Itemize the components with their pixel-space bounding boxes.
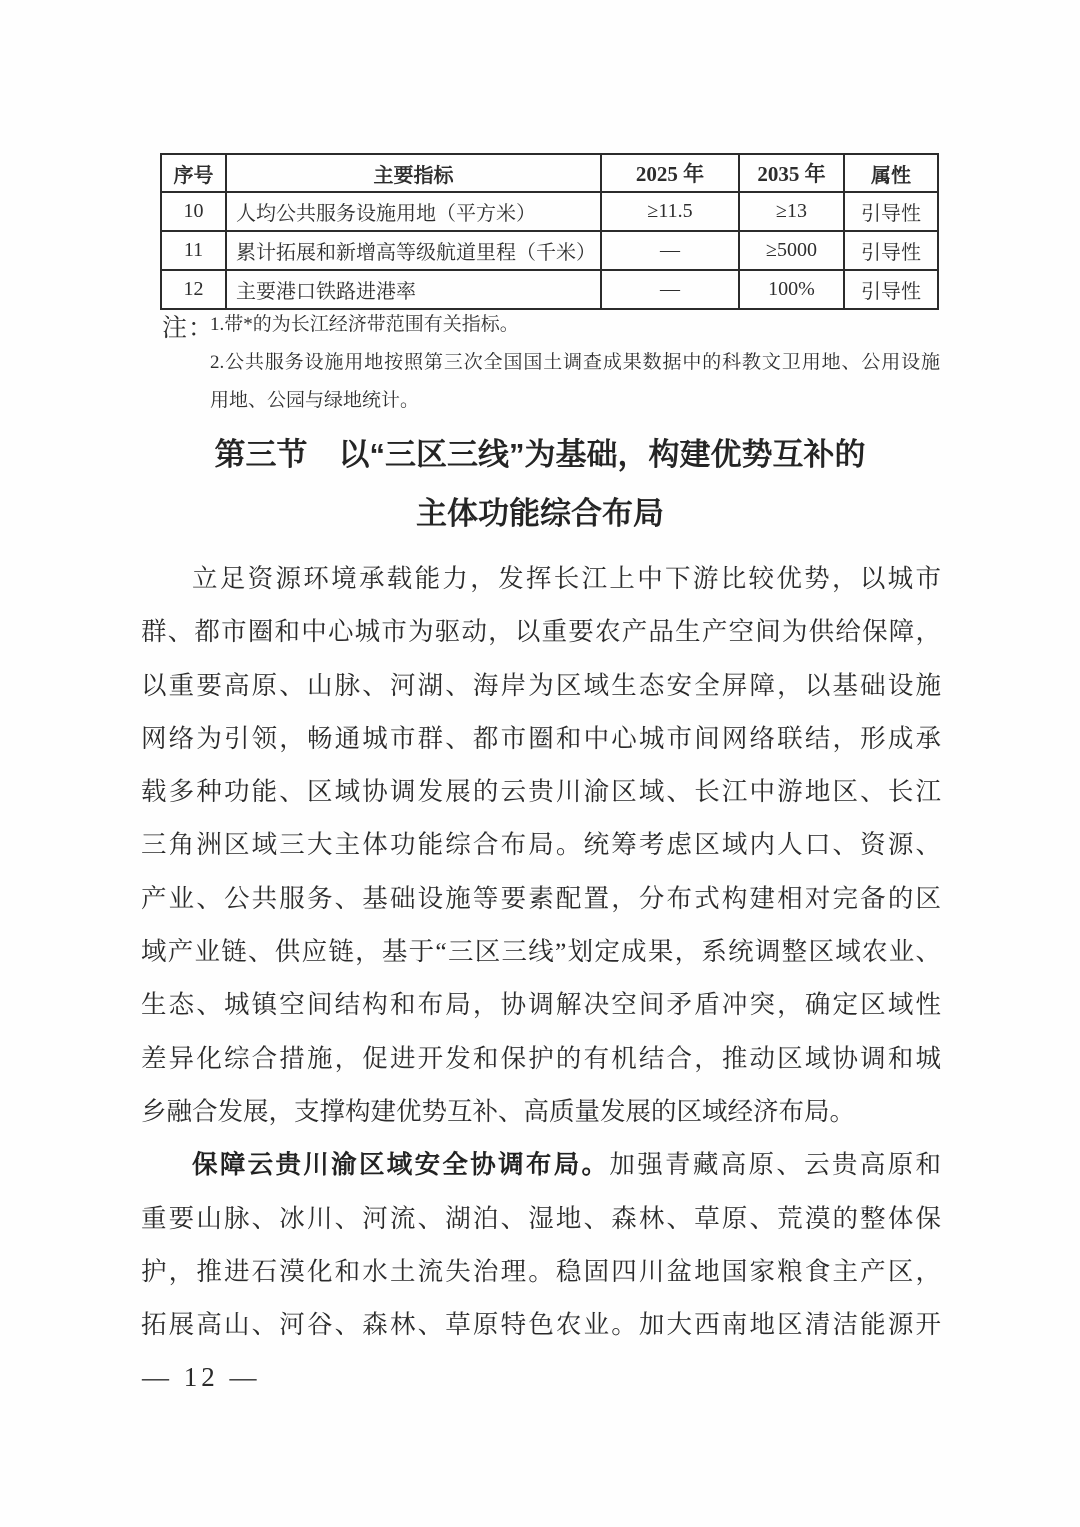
body-line: 载多种功能、区域协调发展的云贵川渝区域、长江中游地区、长江 bbox=[141, 777, 941, 807]
notes-label: 注： bbox=[162, 315, 215, 342]
body-bold-lead: 保障云贵川渝区域安全协调布局。 bbox=[192, 1151, 610, 1180]
cell-no: 12 bbox=[161, 270, 226, 309]
body-line: 护，推进石漠化和水土流失治理。稳固四川盆地国家粮食主产区， bbox=[141, 1256, 941, 1286]
indicator-table bbox=[160, 153, 939, 310]
header-no: 序号 bbox=[161, 154, 226, 192]
table-row bbox=[161, 270, 938, 309]
table-row bbox=[161, 231, 938, 270]
body-line: 生态、城镇空间结构和布局，协调解决空间矛盾冲突，确定区域性 bbox=[141, 990, 941, 1020]
cell-2025: — bbox=[601, 270, 739, 309]
notes-body bbox=[210, 306, 940, 420]
cell-attr: 引导性 bbox=[844, 192, 938, 231]
section-title bbox=[140, 433, 940, 536]
body-line: 立足资源环境承载能力，发挥长江上中下游比较优势，以城市 bbox=[192, 564, 941, 593]
body-line: 域产业链、供应链，基于“三区三线”划定成果，系统调整区域农业、 bbox=[141, 937, 941, 967]
body-line: 差异化综合措施，促进开发和保护的有机结合，推动区域协调和城 bbox=[141, 1043, 941, 1073]
cell-indicator: 主要港口铁路进港率 bbox=[226, 270, 601, 309]
section-title-line2: 主体功能综合布局 bbox=[416, 496, 664, 531]
note-line: 用地、公园与绿地统计。 bbox=[210, 390, 420, 411]
cell-indicator: 人均公共服务设施用地（平方米） bbox=[226, 192, 601, 231]
cell-no: 10 bbox=[161, 192, 226, 231]
cell-2025: — bbox=[601, 231, 739, 270]
page-number: — 12 — bbox=[142, 1362, 261, 1392]
note-line: 2.公共服务设施用地按照第三次全国国土调查成果数据中的科教文卫用地、公用设施 bbox=[210, 352, 940, 373]
body-line: 产业、公共服务、基础设施等要素配置，分布式构建相对完备的区 bbox=[141, 883, 941, 913]
cell-2035: 100% bbox=[739, 270, 844, 309]
body-line: 网络为引领，畅通城市群、都市圈和中心城市间网络联结，形成承 bbox=[141, 723, 941, 753]
section-title-line1: 第三节 以“三区三线”为基础，构建优势互补的 bbox=[214, 437, 866, 472]
header-2035: 2035 年 bbox=[739, 154, 844, 192]
cell-attr: 引导性 bbox=[844, 270, 938, 309]
body-line: 拓展高山、河谷、森林、草原特色农业。加大西南地区清洁能源开 bbox=[141, 1310, 941, 1340]
note-line: 1.带*的为长江经济带范围有关指标。 bbox=[210, 314, 519, 335]
cell-2025: ≥11.5 bbox=[601, 192, 739, 231]
cell-attr: 引导性 bbox=[844, 231, 938, 270]
body-line-rest: 加强青藏高原、云贵高原和 bbox=[609, 1150, 941, 1180]
cell-2035: ≥13 bbox=[739, 192, 844, 231]
header-indicator: 主要指标 bbox=[226, 154, 601, 192]
body-line: 群、都市圈和中心城市为驱动，以重要农产品生产空间为供给保障， bbox=[141, 617, 941, 647]
body-line: 重要山脉、冰川、河流、湖泊、湿地、森林、草原、荒漠的整体保 bbox=[141, 1203, 941, 1233]
body-line bbox=[141, 1138, 941, 1191]
body-line: 乡融合发展，支撑构建优势互补、高质量发展的区域经济布局。 bbox=[141, 1096, 856, 1126]
table-header-row bbox=[161, 154, 938, 192]
table-row bbox=[161, 192, 938, 231]
cell-indicator: 累计拓展和新增高等级航道里程（千米） bbox=[226, 231, 601, 270]
body-line: 以重要高原、山脉、河湖、海岸为区域生态安全屏障，以基础设施 bbox=[141, 670, 941, 700]
cell-no: 11 bbox=[161, 231, 226, 270]
body-line: 三角洲区域三大主体功能综合布局。统筹考虑区域内人口、资源、 bbox=[141, 830, 941, 860]
header-attr: 属性 bbox=[844, 154, 938, 192]
header-2025: 2025 年 bbox=[601, 154, 739, 192]
indicator-table-wrap bbox=[160, 153, 939, 310]
cell-2035: ≥5000 bbox=[739, 231, 844, 270]
body-text bbox=[141, 552, 941, 1351]
